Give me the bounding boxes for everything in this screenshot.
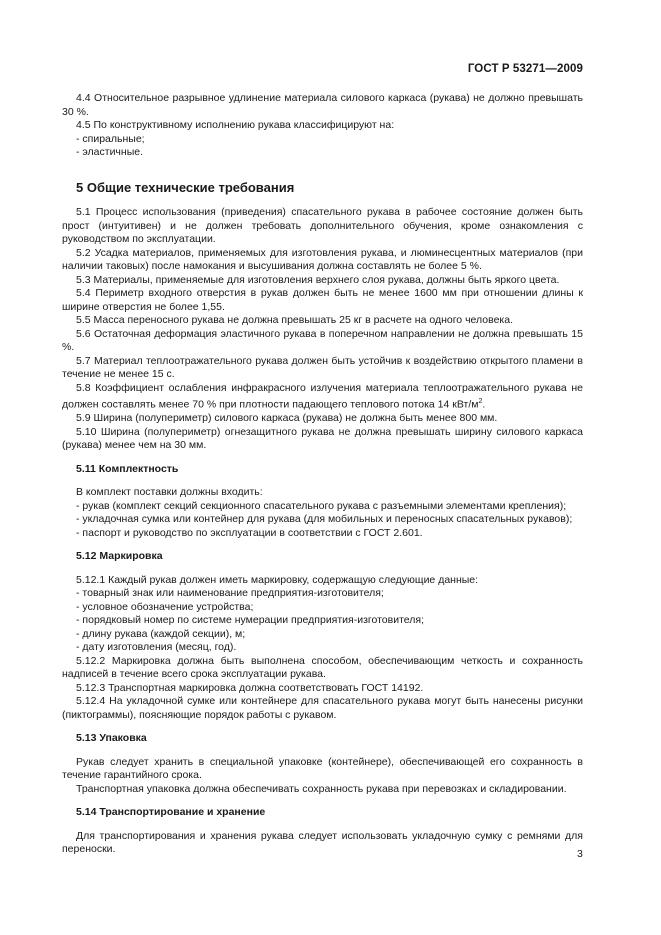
paragraph-5-8 xyxy=(62,382,583,413)
subsection-5-13-heading: 5.13 Упаковка xyxy=(76,732,147,744)
paragraph-5-8-text: 5.8 Коэффициент ослабления инфракрасного излучения материала теплоотражательного рукава не должен составлять менее 70 % при плотности падающего теплового потока 14 кВт/м xyxy=(62,381,583,411)
paragraph-4-4: 4.4 Относительное разрывное удлинение материала силового каркаса (рукава) не должно превышать 30 %. xyxy=(62,92,583,118)
paragraph-5-6: 5.6 Остаточная деформация эластичного рукава в поперечном направлении не должна превышать 15 %. xyxy=(62,327,583,353)
paragraph-4-5: 4.5 По конструктивному исполнению рукава классифицируют на: xyxy=(76,119,395,131)
list-item: - паспорт и руководство по эксплуатации в соответствии с ГОСТ 2.601. xyxy=(76,526,423,539)
list-item: - дату изготовления (месяц, год). xyxy=(76,641,237,653)
standard-code: ГОСТ Р 53271—2009 xyxy=(467,63,583,75)
paragraph-5-13-1: Рукав следует хранить в специальной упаковке (контейнере), обеспечивающей его сохранность в течение гарантийного срока. xyxy=(62,755,583,781)
paragraph-5-3: 5.3 Материалы, применяемые для изготовления верхнего слоя рукава, должны быть яркого цвета. xyxy=(76,273,560,286)
list-item: - эластичные. xyxy=(76,146,144,158)
subsection-5-12-heading: 5.12 Маркировка xyxy=(76,550,163,562)
subsection-5-11-heading: 5.11 Комплектность xyxy=(76,462,179,475)
list-item: - спиральные; xyxy=(76,132,145,145)
list-item: - укладочная сумка или контейнер для рукава (для мобильных и переносных спасательных рукавов); xyxy=(76,513,573,525)
list-item: - товарный знак или наименование предприятия-изготовителя; xyxy=(76,587,384,599)
paragraph-5-13-2: Транспортная упаковка должна обеспечивать сохранность рукава при перевозках и складировании. xyxy=(76,782,567,795)
paragraph-5-12-1: 5.12.1 Каждый рукав должен иметь маркировку, содержащую следующие данные: xyxy=(76,573,479,586)
paragraph-5-8-end: . xyxy=(482,398,486,411)
paragraph-5-2: 5.2 Усадка материалов, применяемых для изготовления рукава, и люминесцентных материалов (при наличии таковых) после намокания и высушивания должна составлять не более 5 %. xyxy=(62,246,583,272)
page-content xyxy=(62,92,583,857)
paragraph-5-1: 5.1 Процесс использования (приведения) спасательного рукава в рабочее состояние должен быть прост (интуитивен) и не должен требовать дополнительного обучения, кроме ознакомления с руководством по эксплуатации. xyxy=(62,206,583,245)
list-item: - длину рукава (каждой секции), м; xyxy=(76,627,246,640)
superscript-2: 2 xyxy=(478,398,483,405)
paragraph-5-12-4: 5.12.4 На укладочной сумке или контейнере для спасательного рукава могут быть нанесены рисунки (пиктограммы), поясняющие порядок работы с рукавом. xyxy=(62,695,583,721)
paragraph-5-14-1: Для транспортирования и хранения рукава следует использовать укладочную сумку с ремнями для переноски. xyxy=(62,829,583,855)
paragraph-5-12-3: 5.12.3 Транспортная маркировка должна соответствовать ГОСТ 14192. xyxy=(76,681,424,694)
paragraph-5-10: 5.10 Ширина (полупериметр) огнезащитного рукава не должна превышать ширину силового каркаса (рукава) менее чем на 30 мм. xyxy=(62,425,583,451)
list-item: - условное обозначение устройства; xyxy=(76,600,254,613)
page-number: 3 xyxy=(577,848,583,860)
section-5-heading: 5 Общие технические требования xyxy=(76,179,295,195)
paragraph-5-9: 5.9 Ширина (полупериметр) силового каркаса (рукава) не должна быть менее 800 мм. xyxy=(76,412,498,424)
paragraph-5-12-2: 5.12.2 Маркировка должна быть выполнена способом, обеспечивающим четкость и сохранность надписей в течение всего срока эксплуатации рукава. xyxy=(62,654,583,680)
list-item: - порядковый номер по системе нумерации предприятия-изготовителя; xyxy=(76,614,424,626)
paragraph-5-7: 5.7 Материал теплоотражательного рукава должен быть устойчив к воздействию открытого пламени в течение не менее 15 с. xyxy=(62,354,583,380)
paragraph-5-5: 5.5 Масса переносного рукава не должна превышать 25 кг в расчете на одного человека. xyxy=(76,314,513,326)
paragraph-5-4: 5.4 Периметр входного отверстия в рукав должен быть не менее 1600 мм при отношении длины к ширине отверстия не более 1,55. xyxy=(62,287,583,313)
paragraph-5-11-intro: В комплект поставки должны входить: xyxy=(76,486,263,498)
list-item: - рукав (комплект секций секционного спасательного рукава с разъемными элементами крепления); xyxy=(76,499,567,512)
subsection-5-14-heading: 5.14 Транспортирование и хранение xyxy=(76,806,266,818)
